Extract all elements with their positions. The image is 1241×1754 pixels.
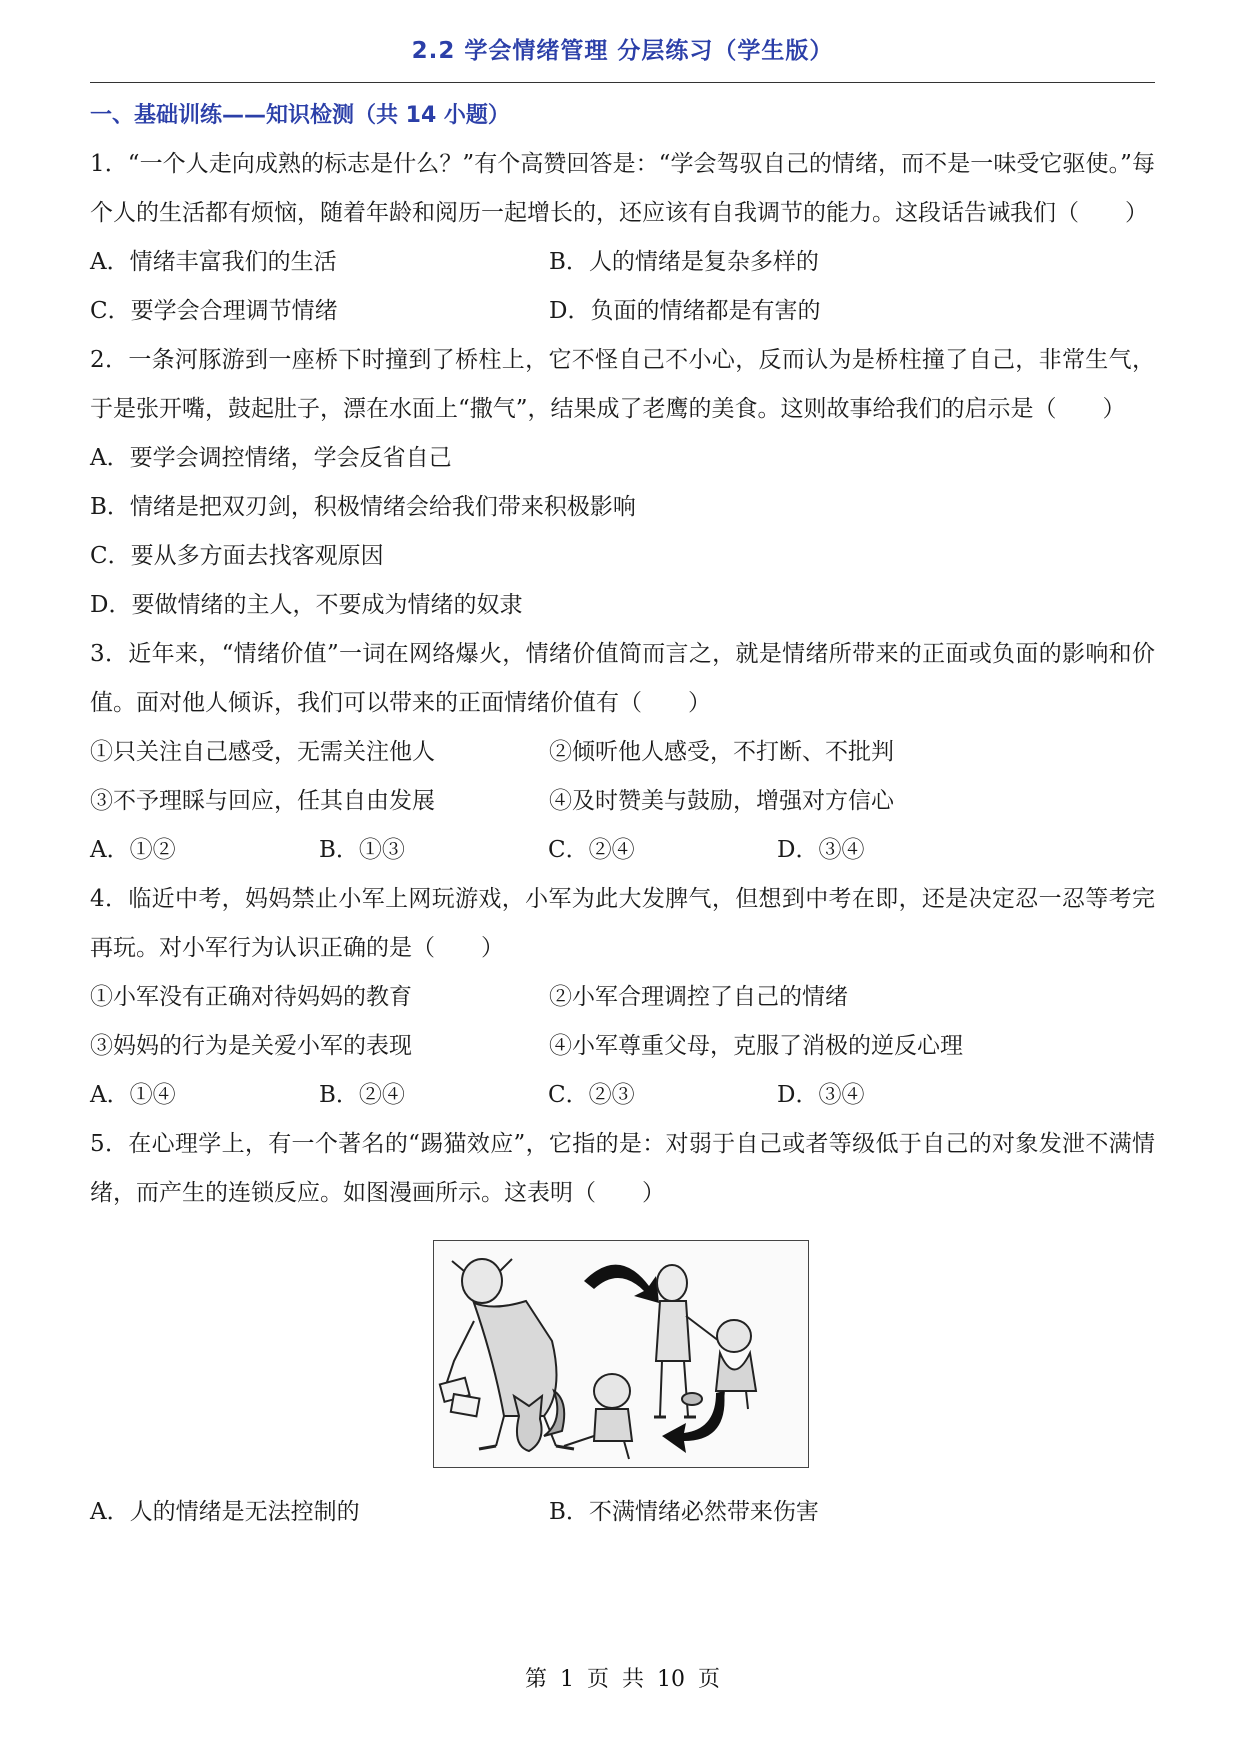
option-a: A．①④ bbox=[90, 1082, 176, 1108]
option-d: D．要做情绪的主人，不要成为情绪的奴隶 bbox=[90, 592, 523, 618]
option-b: B．①③ bbox=[319, 837, 405, 863]
question-stem: 1．“一个人走向成熟的标志是什么？”有个高赞回答是：“学会驾驭自己的情绪，而不是一味受它驱使。”每个人的生活都有烦恼，随着年龄和阅历一起增长的，还应该有自我调节的能力。这段话告诫我们（ ） bbox=[90, 151, 1155, 226]
statement-row bbox=[90, 1022, 1155, 1071]
kicking-child-figure bbox=[564, 1374, 632, 1459]
statement-row bbox=[90, 728, 1155, 777]
header-rule bbox=[90, 82, 1155, 83]
document-page bbox=[90, 0, 1155, 1754]
option-row bbox=[90, 826, 1155, 875]
option-c: C．要学会合理调节情绪 bbox=[90, 298, 338, 324]
statement-4: ④及时赞美与鼓励，增强对方信心 bbox=[549, 788, 894, 814]
statement-2: ②倾听他人感受，不打断、不批判 bbox=[549, 739, 894, 765]
page-number: 第 1 页 共 10 页 bbox=[525, 1667, 720, 1692]
question-2 bbox=[90, 336, 1155, 630]
option-a: A．人的情绪是无法控制的 bbox=[90, 1499, 360, 1525]
option-b: B．②④ bbox=[319, 1082, 405, 1108]
section-title: 一、基础训练——知识检测（共 14 小题） bbox=[90, 103, 510, 128]
question-stem: 5．在心理学上，有一个著名的“踢猫效应”，它指的是：对弱于自己或者等级低于自己的对象发泄不满情绪，而产生的连锁反应。如图漫画所示。这表明（ ） bbox=[90, 1131, 1155, 1206]
option-a: A．①② bbox=[90, 837, 176, 863]
statement-3: ③不予理睬与回应，任其自由发展 bbox=[90, 788, 435, 814]
option-a: A．情绪丰富我们的生活 bbox=[90, 249, 337, 275]
option-c: C．要从多方面去找客观原因 bbox=[90, 543, 384, 569]
boss-figure bbox=[440, 1259, 574, 1449]
option-row bbox=[90, 1071, 1155, 1120]
question-5 bbox=[90, 1120, 1155, 1537]
statement-1: ①只关注自己感受，无需关注他人 bbox=[90, 739, 435, 765]
question-stem: 3．近年来，“情绪价值”一词在网络爆火，情绪价值简而言之，就是情绪所带来的正面或负面的影响和价值。面对他人倾诉，我们可以带来的正面情绪价值有（ ） bbox=[90, 641, 1155, 716]
option-b: B．不满情绪必然带来伤害 bbox=[549, 1499, 819, 1525]
option-b: B．情绪是把双刃剑，积极情绪会给我们带来积极影响 bbox=[90, 494, 636, 520]
question-stem: 2．一条河豚游到一座桥下时撞到了桥柱上，它不怪自己不小心，反而认为是桥柱撞了自己，非常生气，于是张开嘴，鼓起肚子，漂在水面上“撒气”，结果成了老鹰的美食。这则故事给我们的启示是（ ） bbox=[90, 347, 1155, 422]
option-c: C．②③ bbox=[548, 1082, 635, 1108]
option-d: D．③④ bbox=[777, 837, 865, 863]
statement-row bbox=[90, 973, 1155, 1022]
option-d: D．③④ bbox=[777, 1082, 865, 1108]
option-c: C．②④ bbox=[548, 837, 635, 863]
option-row bbox=[90, 287, 1155, 336]
option-a: A．要学会调控情绪，学会反省自己 bbox=[90, 445, 452, 471]
option-b: B．人的情绪是复杂多样的 bbox=[549, 249, 819, 275]
option-d: D．负面的情绪都是有害的 bbox=[549, 298, 821, 324]
option-row bbox=[90, 1488, 1155, 1537]
question-4 bbox=[90, 875, 1155, 1120]
cat-figure bbox=[514, 1391, 564, 1451]
option-row bbox=[90, 238, 1155, 287]
cartoon-illustration bbox=[434, 1241, 808, 1467]
question-stem: 4．临近中考，妈妈禁止小军上网玩游戏，小军为此大发脾气，但想到中考在即，还是决定忍一忍等考完再玩。对小军行为认识正确的是（ ） bbox=[90, 886, 1155, 961]
statement-1: ①小军没有正确对待妈妈的教育 bbox=[90, 984, 412, 1010]
statement-4: ④小军尊重父母，克服了消极的逆反心理 bbox=[549, 1033, 963, 1059]
kick-the-cat-cartoon bbox=[433, 1240, 809, 1468]
page-title: 2.2 学会情绪管理 分层练习（学生版） bbox=[411, 38, 834, 64]
question-1 bbox=[90, 140, 1155, 336]
statement-row bbox=[90, 777, 1155, 826]
question-3 bbox=[90, 630, 1155, 875]
statement-3: ③妈妈的行为是关爱小军的表现 bbox=[90, 1033, 412, 1059]
statement-2: ②小军合理调控了自己的情绪 bbox=[549, 984, 848, 1010]
question-list bbox=[90, 140, 1155, 1537]
arrow-icon bbox=[584, 1265, 659, 1303]
